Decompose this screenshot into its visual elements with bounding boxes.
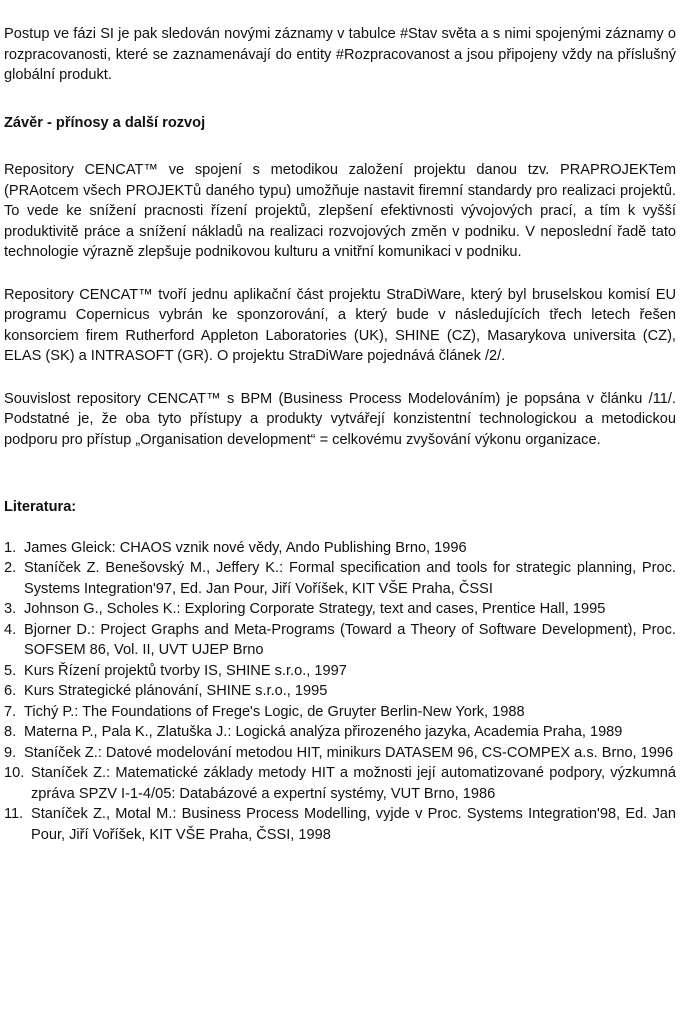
reference-item: [4, 620, 676, 661]
reference-text: Johnson G., Scholes K.: Exploring Corporate Strategy, text and cases, Prentice Hall, 1995: [24, 601, 606, 617]
reference-item: [4, 702, 676, 723]
literature-heading: Literatura:: [4, 499, 77, 515]
reference-number: 10.: [4, 765, 25, 781]
reference-number: 11.: [4, 806, 24, 822]
reference-text: Staníček Z. Benešovský M., Jeffery K.: Formal specification and tools for strategic planning, Proc. Systems Integration'97, Ed. Jan Pour, Jiří Voříšek, KIT VŠE Praha, ČSSI: [24, 560, 676, 597]
spacer: [4, 367, 676, 389]
reference-number: 3.: [4, 601, 17, 617]
spacer: [4, 450, 676, 497]
reference-number: 5.: [4, 662, 17, 679]
reference-item: [4, 763, 676, 804]
reference-text: Bjorner D.: Project Graphs and Meta-Programs (Toward a Theory of Software Development), Proc. SOFSEM 86, Vol. II, UVT UJEP Brno: [24, 621, 676, 658]
spacer: [4, 518, 676, 538]
reference-item: [4, 599, 676, 620]
spacer: [4, 133, 676, 160]
reference-number: 1.: [4, 539, 17, 556]
reference-number: 8.: [4, 724, 17, 740]
reference-text: Kurs Strategické plánování, SHINE s.r.o., 1995: [24, 683, 328, 699]
reference-list: [4, 538, 676, 846]
reference-text: Staníček Z.: Datové modelování metodou HIT, minikurs DATASEM 96, CS-COMPEX a.s. Brno, 1996: [24, 744, 674, 761]
section-heading: Závěr - přínosy a další rozvoj: [4, 114, 206, 131]
reference-text: Tichý P.: The Foundations of Frege's Logic, de Gruyter Berlin-New York, 1988: [24, 703, 525, 720]
reference-number: 6.: [4, 683, 17, 699]
paragraph-cencat-methodology: Repository CENCAT™ ve spojení s metodikou založení projektu danou tzv. PRAPROJEKTem (PRAotcem všech PROJEKTů daného typu) umožňuje nastavit firemní standardy pro realizaci projektů. To vede ke snížení pracnosti řízení projektů, zlepšení efektivnosti vývojových prací, a tím k vyšší produktivitě práce a snížení nákladů na realizaci rozvojových změn v podniku. V neposlední řadě tato technologie výrazně zlepšuje podnikovou kulturu a vnitřní komunikaci v podniku.: [4, 162, 676, 260]
paragraph-stradiware: Repository CENCAT™ tvoří jednu aplikační část projektu StraDiWare, který byl bruselskou komisí EU programu Copernicus vybrán ke sponzorování, a který bude v následujících třech letech řešen konsorciem firem Rutherford Appleton Laboratories (UK), SHINE (CZ), Masarykova universita (CZ), ELAS (SK) a INTRASOFT (GR). O projektu StraDiWare pojednává článek /2/.: [4, 286, 676, 364]
reference-number: 9.: [4, 744, 17, 761]
document-page: [4, 24, 676, 845]
reference-item: [4, 558, 676, 599]
intro-paragraph: Postup ve fázi SI je pak sledován novými záznamy v tabulce #Stav světa a s nimi spojenými záznamy o rozpracovanosti, které se zaznamenávají do entity #Rozpracovanost a jsou připojeny vždy na příslušný globální produkt.: [4, 26, 676, 83]
reference-item: [4, 538, 676, 559]
reference-number: 7.: [4, 703, 17, 720]
spacer: [4, 263, 676, 285]
reference-item: [4, 681, 676, 702]
reference-text: Staníček Z., Motal M.: Business Process Modelling, vyjde v Proc. Systems Integration'98, Ed. Jan Pour, Jiří Voříšek, KIT VŠE Praha, ČSSI, 1998: [31, 806, 676, 843]
reference-number: 4.: [4, 621, 17, 638]
reference-item: [4, 743, 676, 764]
reference-text: Staníček Z.: Matematické základy metody HIT a možnosti její automatizované podpory, výzkumná zpráva SPZV I-1-4/05: Databázové a expertní systémy, VUT Brno, 1986: [31, 765, 676, 802]
reference-item: [4, 804, 676, 845]
reference-number: 2.: [4, 560, 17, 576]
spacer: [4, 86, 676, 113]
reference-text: Kurs Řízení projektů tvorby IS, SHINE s.r.o., 1997: [24, 662, 347, 679]
reference-text: Materna P., Pala K., Zlatuška J.: Logická analýza přirozeného jazyka, Academia Praha, 1989: [24, 724, 623, 740]
reference-item: [4, 722, 676, 743]
paragraph-bpm: Souvislost repository CENCAT™ s BPM (Business Process Modelováním) je popsána v článku /11/. Podstatné je, že oba tyto přístupy a produkty vytvářejí konzistentní technologickou a metodickou podporu pro přístup „Organisation development“ = celkovému zvyšování výkonu organizace.: [4, 390, 676, 448]
reference-text: James Gleick: CHAOS vznik nové vědy, Ando Publishing Brno, 1996: [24, 539, 467, 556]
reference-item: [4, 661, 676, 682]
